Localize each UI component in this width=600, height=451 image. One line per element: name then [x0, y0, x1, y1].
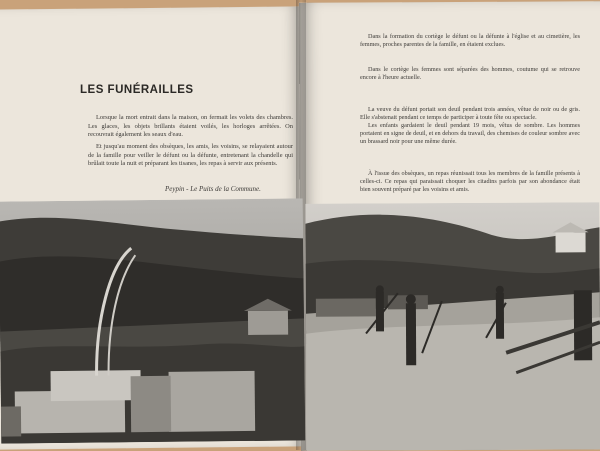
left-paragraph-2: Et jusqu'au moment des obsèques, les amis, les voisins, se relayaient autour de la famille pour veiller le défunt ou la défunte, entretenant la chandelle qui brûlait toute la nuit et préparant les tisanes, les repas à servir aux présents. — [88, 143, 293, 168]
photo-caption: Peypin - Le Puits de la Commune. — [165, 185, 261, 193]
section-heading: LES FUNÉRAILLES — [80, 84, 194, 96]
well-photo — [0, 198, 305, 443]
threshing-photo-image — [305, 202, 600, 451]
well-photo-image — [0, 198, 305, 443]
threshing-photo — [305, 202, 600, 451]
right-paragraph-3: La veuve du défunt portait son deuil pendant trois années, vêtue de noir ou de gris. Elle s'abstenait pendant ce temps de participer à toute fête ou spectacle. — [360, 106, 580, 122]
right-paragraph-4: Les enfants gardaient le deuil pendant 19 mois, vêtus de sombre. Les hommes portaient en signe de deuil, et en dehors du travail, des chemises de couleur sombre avec un brassard noir pour une même durée. — [360, 122, 580, 146]
right-paragraph-2: Dans le cortège les femmes sont séparées des hommes, coutume qui se retrouve encore à l'heure actuelle. — [360, 66, 580, 82]
right-paragraph-5: À l'issue des obsèques, un repas réunissait tous les membres de la famille présents à celles-ci. Ce repas qui paraissait choquer les citadins parfois par son abondance était bien souvent préparé par les voisins et amis. — [360, 170, 580, 194]
left-paragraph-1: Lorsque la mort entrait dans la maison, on fermait les volets des chambres. Les glaces, les objets brillants étaient voilés, les horloges arrêtées. On recouvrait également les seaux d'eau. — [88, 114, 293, 139]
right-paragraph-1: Dans la formation du cortège le défunt ou la défunte à l'église et au cimetière, les femmes, proches parentes de la famille, en étaient exclues. — [360, 33, 580, 49]
